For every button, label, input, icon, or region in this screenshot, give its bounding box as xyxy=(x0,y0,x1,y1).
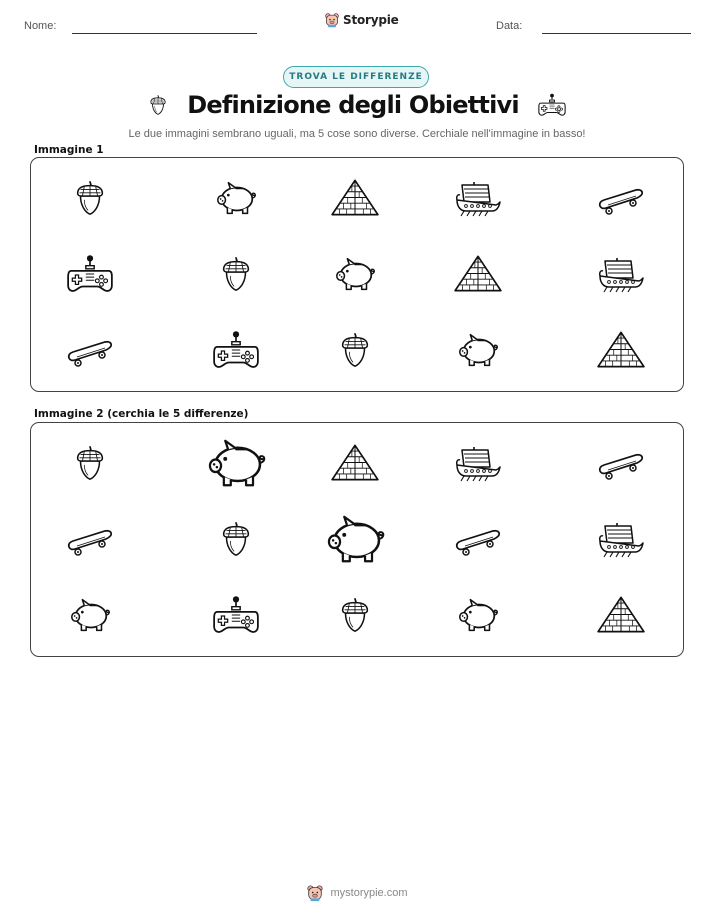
pyramid-icon[interactable] xyxy=(595,594,647,636)
storypie-logo-icon xyxy=(324,12,340,28)
gamepad-icon xyxy=(211,329,261,371)
acorn-icon[interactable] xyxy=(217,517,255,561)
instructions: Le due immagini sembrano uguali, ma 5 cose sono diverse. Cerchiale nell'immagine in basso! xyxy=(128,128,586,140)
date-label: Data: xyxy=(496,20,523,32)
skateboard-icon[interactable] xyxy=(65,519,115,559)
title-row xyxy=(0,91,714,119)
image1-label: Immagine 1 xyxy=(34,144,104,156)
pyramid-icon xyxy=(329,177,381,219)
image1-panel xyxy=(30,157,684,392)
piggy-bank-icon[interactable] xyxy=(67,595,113,635)
acorn-icon xyxy=(336,328,374,372)
viking-ship-icon xyxy=(597,253,645,295)
viking-ship-icon[interactable] xyxy=(597,518,645,560)
footer-url: mystorypie.com xyxy=(330,887,408,899)
footer xyxy=(0,884,714,902)
badge-text: TROVA LE DIFFERENZE xyxy=(289,72,423,82)
skateboard-icon xyxy=(596,178,646,218)
pyramid-icon xyxy=(452,253,504,295)
name-label: Nome: xyxy=(24,20,57,32)
brand-name: Storypie xyxy=(343,13,399,27)
skateboard-icon[interactable] xyxy=(596,443,646,483)
piggy-bank-icon[interactable] xyxy=(203,434,270,492)
date-field[interactable] xyxy=(542,33,691,34)
skateboard-icon xyxy=(65,330,115,370)
brand-logo xyxy=(324,12,399,28)
piggy-bank-icon[interactable] xyxy=(322,510,389,568)
acorn-icon[interactable] xyxy=(71,441,109,485)
pyramid-icon xyxy=(595,329,647,371)
page-title: Definizione degli Obiettivi xyxy=(187,91,519,119)
acorn-icon xyxy=(147,94,169,116)
piggy-bank-icon[interactable] xyxy=(455,595,501,635)
skateboard-icon[interactable] xyxy=(453,519,503,559)
acorn-icon xyxy=(71,176,109,220)
gamepad-icon xyxy=(65,253,115,295)
gamepad-icon xyxy=(537,92,567,118)
gamepad-icon[interactable] xyxy=(211,594,261,636)
storypie-logo-icon xyxy=(306,884,324,902)
pyramid-icon[interactable] xyxy=(329,442,381,484)
activity-badge xyxy=(283,66,429,88)
image2-panel[interactable] xyxy=(30,422,684,657)
viking-ship-icon xyxy=(454,177,502,219)
piggy-bank-icon xyxy=(455,330,501,370)
name-field[interactable] xyxy=(72,33,257,34)
acorn-icon xyxy=(217,252,255,296)
piggy-bank-icon xyxy=(213,178,259,218)
viking-ship-icon[interactable] xyxy=(454,442,502,484)
image2-label: Immagine 2 (cerchia le 5 differenze) xyxy=(34,408,249,420)
piggy-bank-icon xyxy=(332,254,378,294)
acorn-icon[interactable] xyxy=(336,593,374,637)
